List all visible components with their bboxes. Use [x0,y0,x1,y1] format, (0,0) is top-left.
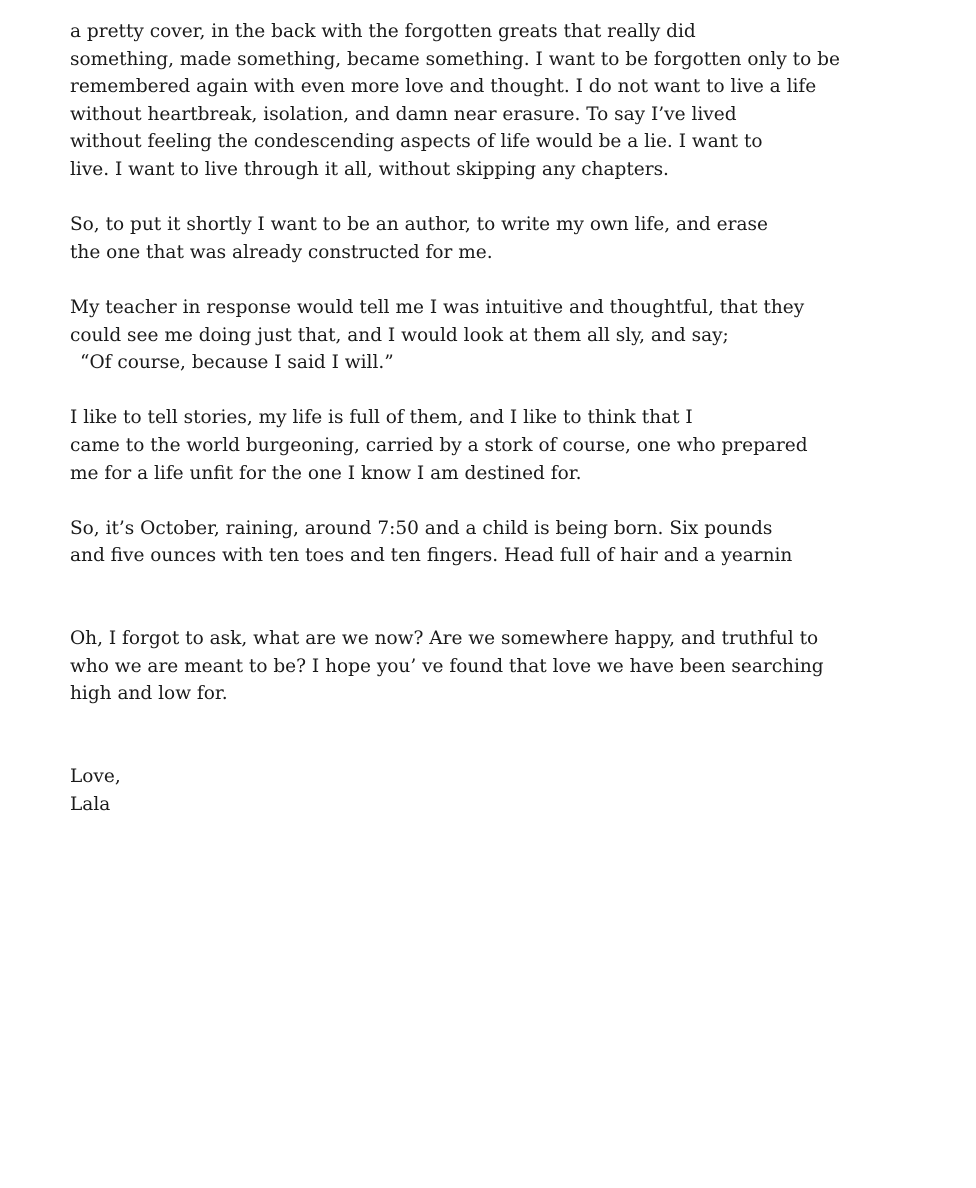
text-line: So, it’s October, raining, around 7:50 and a child is being born. Six pounds [70,517,773,539]
text-line: the one that was already constructed for me. [70,241,493,263]
text-line: could see me doing just that, and I would look at them all sly, and say; [70,324,729,346]
paragraph-spacer [70,708,960,763]
text-line: My teacher in response would tell me I was intuitive and thoughtful, that they [70,296,805,318]
text-line: without heartbreak, isolation, and damn near erasure. To say I’ve lived [70,103,737,125]
paragraph-spacer [70,487,960,515]
paragraph-spacer [70,570,960,625]
paragraph-1 [70,18,960,184]
paragraph-5 [70,515,960,570]
text-line: something, made something, became something. I want to be forgotten only to be [70,48,840,70]
text-line: remembered again with even more love and thought. I do not want to live a life [70,76,817,98]
paragraph-spacer [70,377,960,405]
paragraph-spacer [70,184,960,212]
paragraph-2 [70,211,960,266]
paragraph-6 [70,625,960,708]
text-line: without feeling the condescending aspects of life would be a lie. I want to [70,131,763,153]
closing-line: Love, [70,766,121,788]
letter-body [70,18,960,818]
text-line: who we are meant to be? I hope you’ ve found that love we have been searching [70,655,824,677]
text-line: a pretty cover, in the back with the forgotten greats that really did [70,21,696,42]
signature-name: Lala [70,793,111,815]
text-line: and five ounces with ten toes and ten fingers. Head full of hair and a yearnin [70,545,793,567]
quote-line: “Of course, because I said I will.” [80,352,394,374]
paragraph-spacer [70,266,960,294]
text-line: Oh, I forgot to ask, what are we now? Are we somewhere happy, and truthful to [70,628,819,650]
paragraph-4 [70,404,960,487]
text-line: high and low for. [70,683,228,705]
text-line: me for a life unfit for the one I know I am destined for. [70,462,582,484]
text-line: So, to put it shortly I want to be an author, to write my own life, and erase [70,214,768,236]
text-line: I like to tell stories, my life is full of them, and I like to think that I [70,407,693,429]
signature-block [70,763,960,818]
text-line: came to the world burgeoning, carried by a stork of course, one who prepared [70,434,808,456]
paragraph-3 [70,294,960,377]
text-line: live. I want to live through it all, without skipping any chapters. [70,158,669,180]
